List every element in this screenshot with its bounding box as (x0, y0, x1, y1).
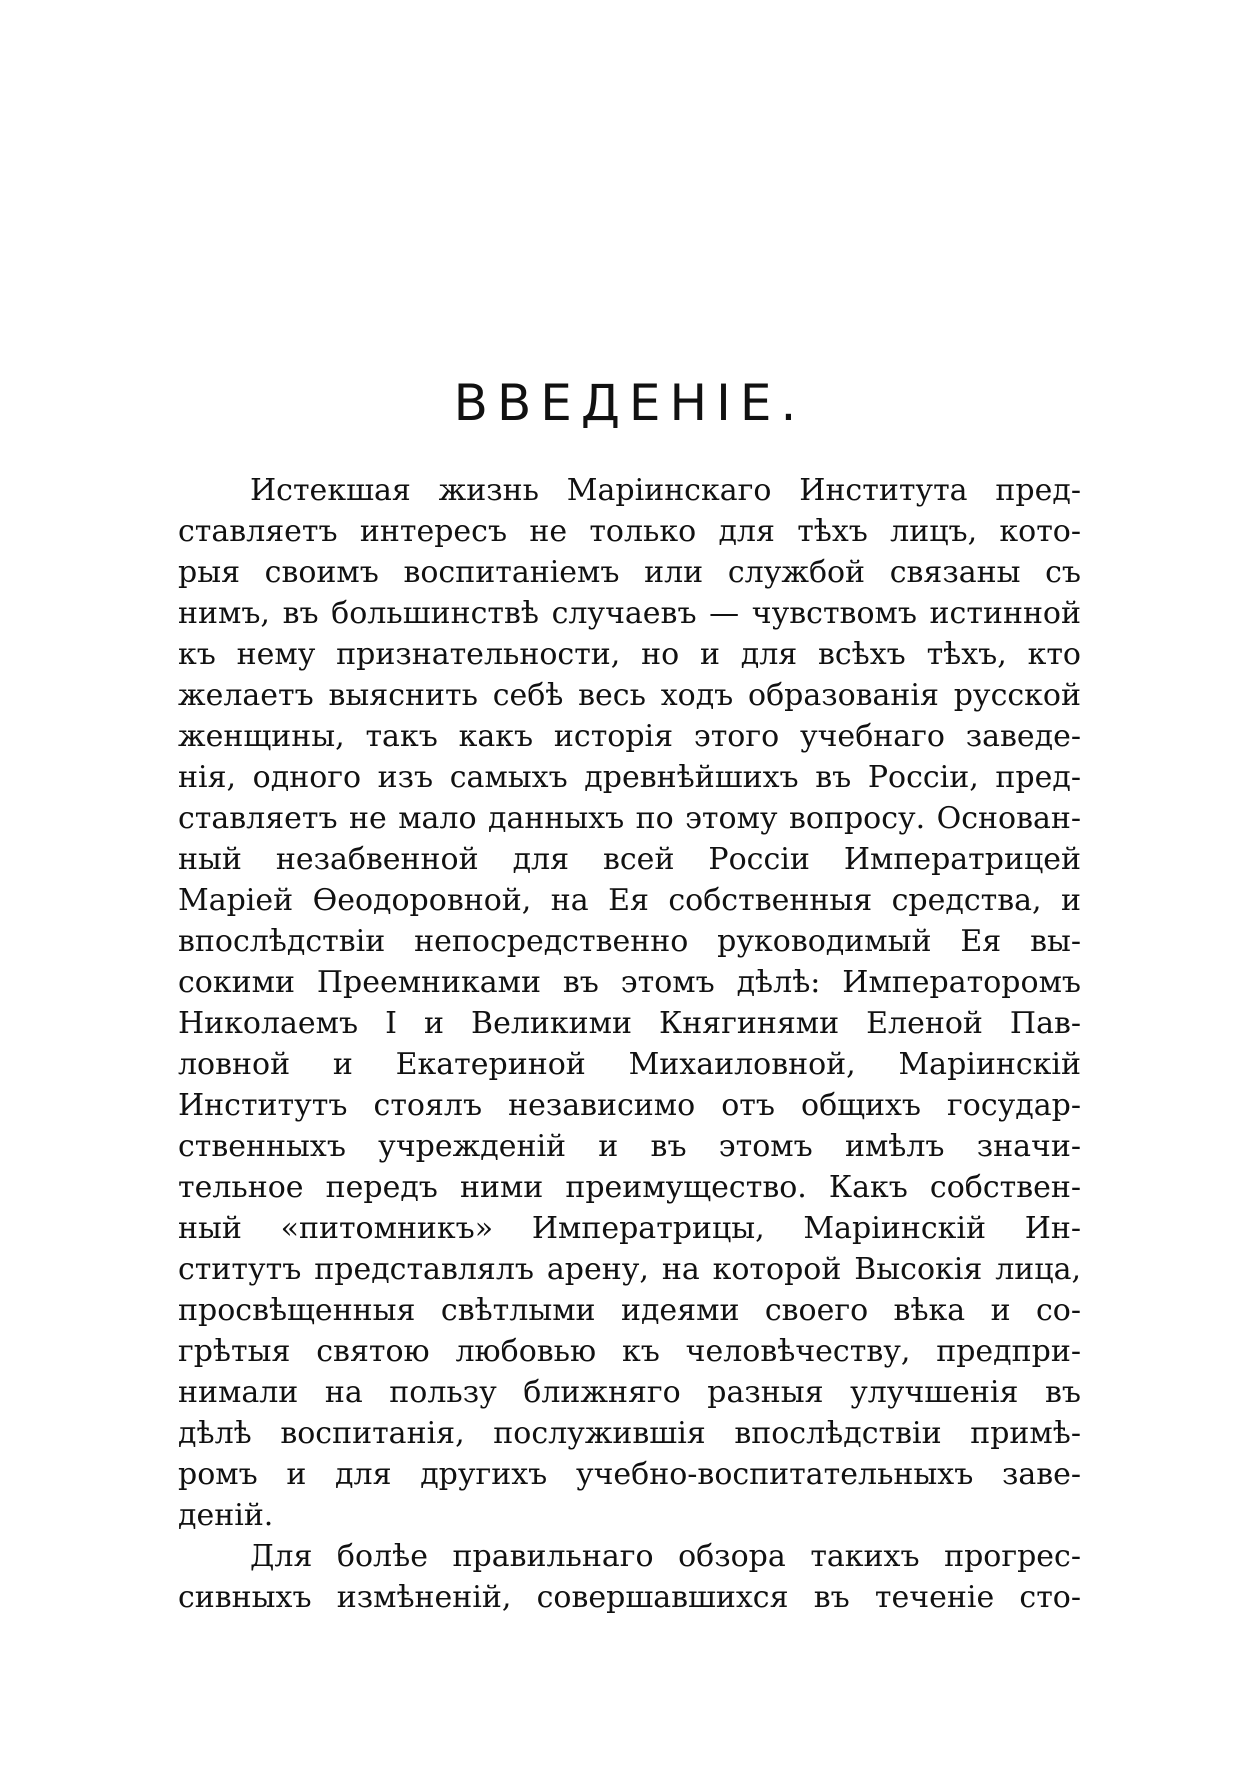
chapter-title: ВВЕДЕНІЕ. (453, 374, 806, 432)
text-line: впослѣдствіи непосредственно руководимый Ея вы- (178, 924, 1081, 959)
text-line: нія, одного изъ самыхъ древнѣйшихъ въ Россіи, пред- (178, 760, 1081, 795)
text-line: ромъ и для другихъ учебно-воспитательныхъ заве- (178, 1457, 1081, 1492)
paragraph-1 (178, 470, 1081, 1536)
text-line: къ нему признательности, но и для всѣхъ тѣхъ, кто (178, 637, 1081, 672)
text-line: нимъ, въ большинствѣ случаевъ — чувствомъ истинной (178, 596, 1081, 631)
text-line: ственныхъ учрежденій и въ этомъ имѣлъ значи- (178, 1129, 1081, 1164)
text-line: Истекшая жизнь Маріинскаго Института пред- (250, 473, 1081, 508)
text-line: просвѣщенныя свѣтлыми идеями своего вѣка и со- (178, 1293, 1081, 1328)
body-text (178, 470, 1081, 1618)
text-line: ловной и Екатериной Михаиловной, Маріинскій (178, 1047, 1081, 1082)
text-line: желаетъ выяснить себѣ весь ходъ образованія русской (178, 678, 1081, 713)
text-line: грѣтыя святою любовью къ человѣчеству, предпри- (178, 1334, 1081, 1369)
text-line: нимали на пользу ближняго разныя улучшенія въ (178, 1375, 1081, 1410)
text-line: Николаемъ I и Великими Княгинями Еленой Пав- (178, 1006, 1081, 1041)
text-line: Институтъ стоялъ независимо отъ общихъ государ- (178, 1088, 1081, 1123)
text-line: Маріей Ѳеодоровной, на Ея собственныя средства, и (178, 883, 1081, 918)
text-line: ститутъ представлялъ арену, на которой Высокія лица, (178, 1252, 1081, 1287)
text-line: ставляетъ не мало данныхъ по этому вопросу. Основан- (178, 801, 1081, 836)
paragraph-2 (178, 1536, 1081, 1618)
text-line: ставляетъ интересъ не только для тѣхъ лицъ, кото- (178, 514, 1081, 549)
text-line: дѣлѣ воспитанія, послужившія впослѣдствіи примѣ- (178, 1416, 1081, 1451)
text-line: тельное передъ ними преимущество. Какъ собствен- (178, 1170, 1081, 1205)
text-line: сокими Преемниками въ этомъ дѣлѣ: Императоромъ (178, 965, 1081, 1000)
text-line: деній. (178, 1498, 274, 1533)
text-line: рыя своимъ воспитаніемъ или службой связаны съ (178, 555, 1081, 590)
text-line: ный «питомникъ» Императрицы, Маріинскій Ин- (178, 1211, 1081, 1246)
text-line: женщины, такъ какъ исторія этого учебнаго заведе- (178, 719, 1081, 754)
text-line: сивныхъ измѣненій, совершавшихся въ теченіе сто- (178, 1580, 1081, 1615)
text-line: Для болѣе правильнаго обзора такихъ прогрес- (250, 1539, 1081, 1574)
text-line: ный незабвенной для всей Россіи Императрицей (178, 842, 1081, 877)
